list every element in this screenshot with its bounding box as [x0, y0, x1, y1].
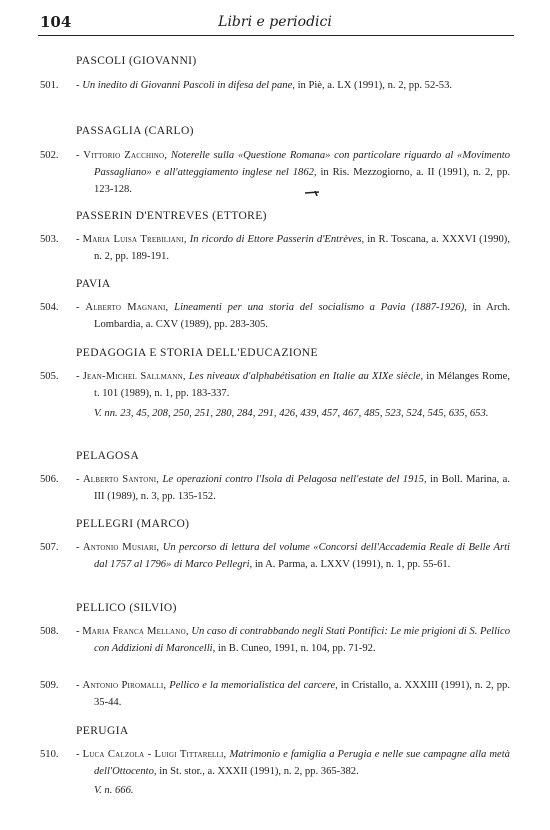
- entry-body: - Un inedito di Giovanni Pascoli in difesa del pane, in Piè, a. LX (1991), n. 2, pp. 52-53.: [76, 80, 453, 91]
- pen-mark: [305, 190, 319, 196]
- section-heading: PASSAGLIA (CARLO): [76, 125, 194, 137]
- entry-source: in Mélanges Rome, t. 101 (1989), n. 1, pp. 183-337.: [94, 371, 511, 399]
- entry-source: in St. stor., a. XXXII (1991), n. 2, pp. 365-382.: [156, 766, 359, 777]
- entry-source: in R. Toscana, a. XXXVI (1990), n. 2, pp. 189-191.: [94, 234, 510, 262]
- entry-body: - Vittorio Zacchino, Noterelle sulla «Questione Romana» con particolare riguardo al «Movimento Passagliano» e all'atteggiamento inglese nel 1862, in Ris. Mezzogiorno, a. II (1991), n. 2, pp. 123-128.: [76, 150, 511, 195]
- entry-title: Pellico e la memorialistica del carcere,: [169, 680, 338, 691]
- entry-number: 509.: [40, 680, 59, 691]
- entry-source: in A. Parma, a. LXXV (1991), n. 1, pp. 55-61.: [252, 559, 451, 570]
- entry-title: In ricordo di Ettore Passerin d'Entrèves,: [189, 234, 365, 245]
- entry-number: 510.: [40, 749, 59, 760]
- entry-number: 501.: [40, 80, 59, 91]
- entry-title: Les niveaux d'alphabétisation en Italie au XIXe siècle,: [188, 371, 424, 382]
- entry-number: 507.: [40, 542, 59, 553]
- page-number: 104: [40, 13, 72, 31]
- bibliography-entry: [40, 147, 510, 198]
- header-rule: [38, 35, 514, 36]
- section-heading: PAVIA: [76, 278, 111, 290]
- entry-author: Vittorio Zacchino,: [83, 150, 168, 161]
- entry-author: Luca Calzola - Luigi Tittarelli,: [82, 749, 227, 760]
- entry-body: - Maria Luisa Trebiliani, In ricordo di Ettore Passerin d'Entrèves, in R. Toscana, a. XXXVI (1990), n. 2, pp. 189-191.: [76, 234, 510, 262]
- entry-title: Un inedito di Giovanni Pascoli in difesa del pane,: [82, 80, 295, 91]
- entry-author: Antonio Musiari,: [82, 542, 160, 553]
- bibliography-entry: [40, 299, 510, 333]
- section-heading: PASCOLI (GIOVANNI): [76, 55, 197, 67]
- running-title: Libri e periodici: [218, 14, 332, 30]
- bibliography-entry: [40, 539, 510, 573]
- entry-number: 502.: [40, 150, 59, 161]
- bibliography-entry: [40, 368, 510, 422]
- section-heading: PEDAGOGIA E STORIA DELL'EDUCAZIONE: [76, 347, 318, 359]
- entry-title: Un percorso di lettura del volume «Concorsi dell'Accademia Reale di Belle Arti dal 1757 al 1796» di Marco Pellegri,: [94, 542, 510, 570]
- section-heading: PELAGOSA: [76, 450, 140, 462]
- entry-body: - Maria Franca Mellano, Un caso di contrabbando negli Stati Pontifici: Le mie prigioni di S. Pellico con Addizioni di Maroncelli, in B. Cuneo, 1991, n. 104, pp. 71-92.: [76, 626, 510, 654]
- cross-reference: V. nn. 23, 45, 208, 250, 251, 280, 284, 291, 426, 439, 457, 467, 485, 523, 524, 545, 635, 653.: [94, 408, 489, 419]
- cross-reference: V. n. 666.: [94, 785, 134, 796]
- section-heading: PASSERIN D'ENTREVES (ETTORE): [76, 210, 267, 222]
- entry-author: Maria Franca Mellano,: [82, 626, 189, 637]
- entry-author: Jean-Michel Sallmann,: [82, 371, 186, 382]
- entry-title: Un caso di contrabbando negli Stati Pontifici: Le mie prigioni di S. Pellico con Addizioni di Maroncelli,: [94, 626, 510, 654]
- entry-author: Alberto Santoni,: [82, 474, 160, 485]
- entry-body: - Jean-Michel Sallmann, Les niveaux d'alphabétisation en Italie au XIXe siècle, in Mélanges Rome, t. 101 (1989), n. 1, pp. 183-337.: [76, 371, 511, 399]
- entry-number: 503.: [40, 234, 59, 245]
- entry-number: 506.: [40, 474, 59, 485]
- entry-source: in Boll. Marina, a. III (1989), n. 3, pp. 135-152.: [94, 474, 510, 502]
- entry-body: - Antonio Piromalli, Pellico e la memorialistica del carcere, in Cristallo, a. XXXIII (1991), n. 2, pp. 35-44.: [76, 680, 510, 708]
- bibliography-entry: [40, 677, 510, 711]
- section-heading: PERUGIA: [76, 725, 129, 737]
- entry-source: in B. Cuneo, 1991, n. 104, pp. 71-92.: [215, 643, 376, 654]
- bibliography-entry: [40, 231, 510, 265]
- entry-source: in Ris. Mezzogiorno, a. II (1991), n. 2, pp. 123-128.: [94, 167, 511, 195]
- entry-title: Matrimonio e famiglia a Perugia e nelle sue campagne alla metà dell'Ottocento,: [94, 749, 510, 777]
- entry-source: in Arch. Lombardia, a. CXV (1989), pp. 283-305.: [94, 302, 510, 330]
- entry-source: in Piè, a. LX (1991), n. 2, pp. 52-53.: [294, 80, 453, 91]
- entry-source: in Cristallo, a. XXXIII (1991), n. 2, pp. 35-44.: [94, 680, 510, 708]
- section-heading: PELLEGRI (MARCO): [76, 518, 190, 530]
- entry-author: Maria Luisa Trebiliani,: [82, 234, 187, 245]
- entry-body: - Alberto Magnani, Lineamenti per una storia del socialismo a Pavia (1887-1926), in Arch. Lombardia, a. CXV (1989), pp. 283-305.: [76, 302, 510, 330]
- bibliography-entry: [40, 77, 510, 94]
- bibliography-entry: [40, 471, 510, 505]
- entry-body: - Alberto Santoni, Le operazioni contro l'Isola di Pelagosa nell'estate del 1915, in Boll. Marina, a. III (1989), n. 3, pp. 135-152.: [76, 474, 510, 502]
- bibliography-entry: [40, 623, 510, 657]
- entry-title: Le operazioni contro l'Isola di Pelagosa nell'estate del 1915,: [162, 474, 427, 485]
- entry-title: Lineamenti per una storia del socialismo a Pavia (1887-1926),: [174, 302, 467, 313]
- entry-title: Noterelle sulla «Questione Romana» con particolare riguardo al «Movimento Passagliano» e all'atteggiamento inglese nel 1862,: [94, 150, 511, 178]
- entry-author: Alberto Magnani,: [85, 302, 169, 313]
- section-heading: PELLICO (SILVIO): [76, 602, 177, 614]
- entry-body: - Luca Calzola - Luigi Tittarelli, Matrimonio e famiglia a Perugia e nelle sue campagne alla metà dell'Ottocento, in St. stor., a. XXXII (1991), n. 2, pp. 365-382.: [76, 749, 510, 777]
- entry-number: 504.: [40, 302, 59, 313]
- entry-number: 505.: [40, 371, 59, 382]
- entry-body: - Antonio Musiari, Un percorso di lettura del volume «Concorsi dell'Accademia Reale di Belle Arti dal 1757 al 1796» di Marco Pellegri, in A. Parma, a. LXXV (1991), n. 1, pp. 55-61.: [76, 542, 510, 570]
- entry-author: Antonio Piromalli,: [82, 680, 167, 691]
- entry-number: 508.: [40, 626, 59, 637]
- bibliography-entry: [40, 746, 510, 799]
